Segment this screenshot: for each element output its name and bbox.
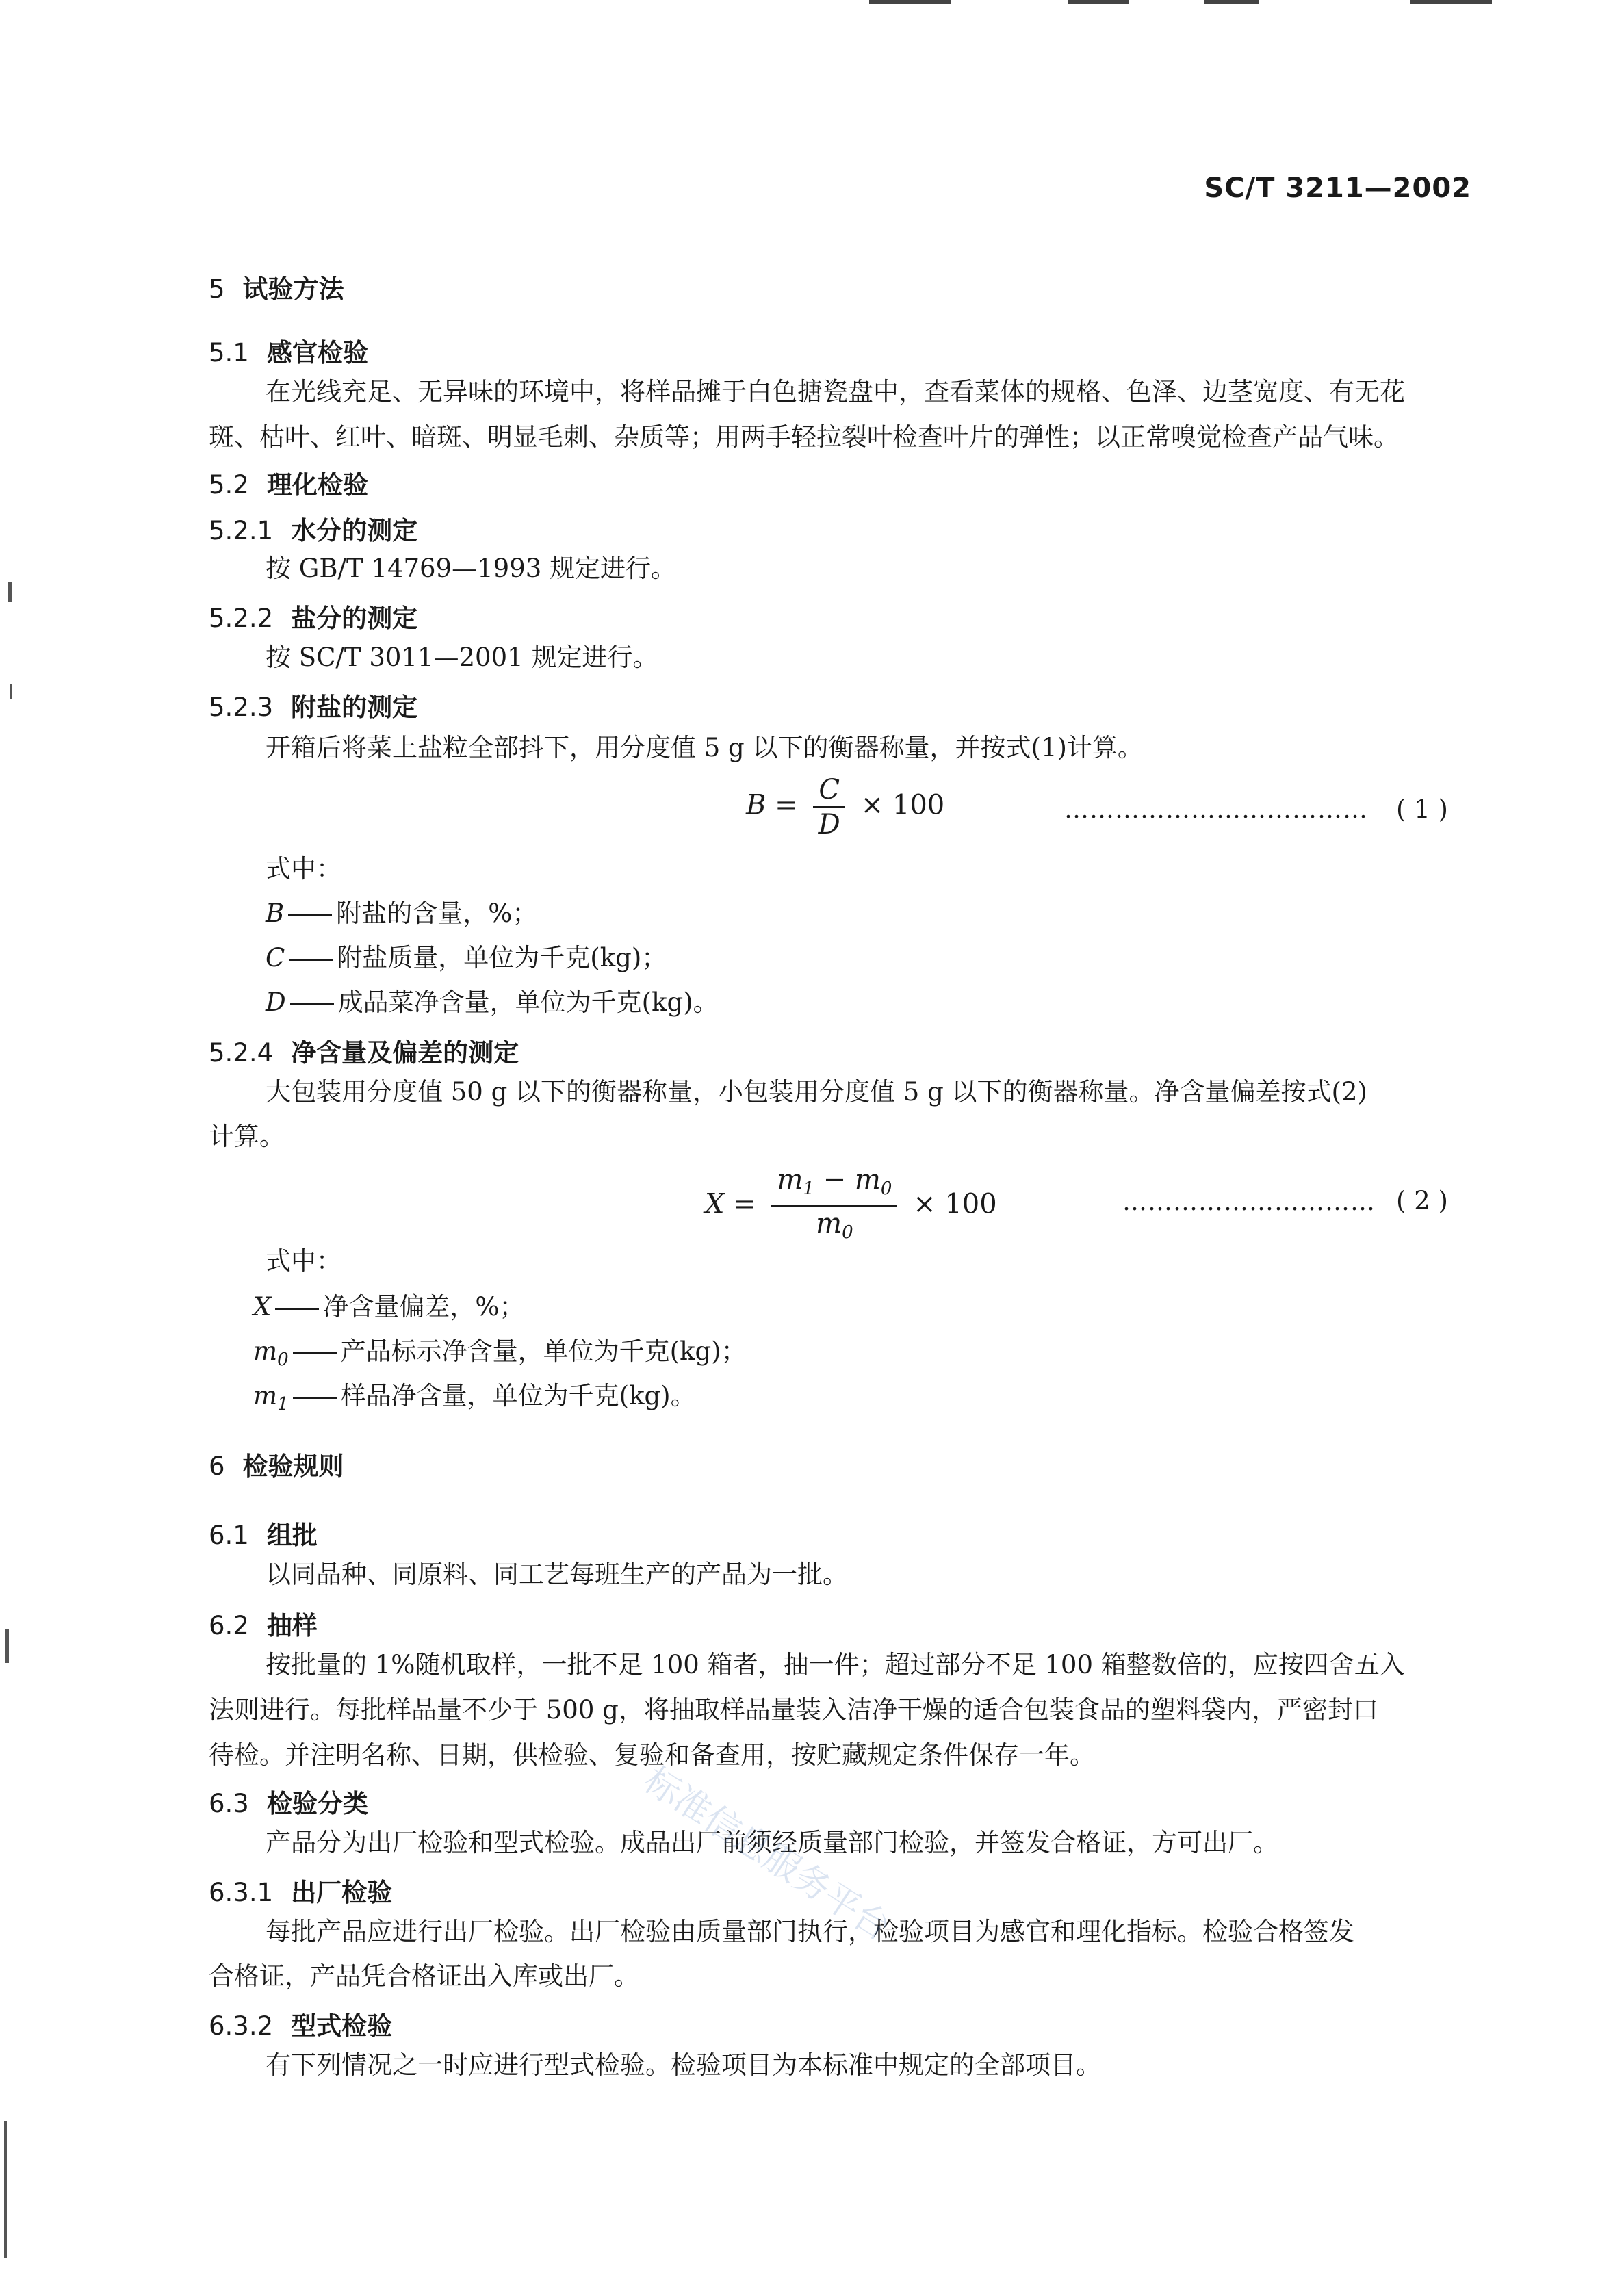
variable-description: 附盐质量，单位为千克(kg)； — [337, 943, 667, 972]
formula-2 — [705, 1163, 997, 1249]
section-number: 5.2.2 — [209, 604, 274, 633]
paragraph-line: 法则进行。每批样品量不少于 500 g，将抽取样品量装入洁净干燥的适合包装食品的塑料袋内，严密封口 — [209, 1695, 1378, 1725]
numerator-var: m — [777, 1164, 803, 1196]
em-dash — [293, 1397, 337, 1399]
variable-description: 附盐的含量，%； — [336, 899, 538, 928]
section-heading-6-3-1 — [209, 1872, 392, 1909]
section-title: 抽样 — [266, 1611, 318, 1640]
formula-label: ( 2 ) — [1396, 1186, 1448, 1215]
section-heading-5-2-2 — [209, 597, 417, 634]
em-dash — [293, 1352, 337, 1354]
formula-fraction — [771, 1163, 897, 1249]
section-number: 6.3 — [209, 1789, 249, 1818]
variable-definition — [253, 1373, 696, 1427]
paragraph-line: 每批产品应进行出厂检验。出厂检验由质量部门执行，检验项目为感官和理化指标。检验合格签发 — [266, 1917, 1354, 1946]
section-title: 理化检验 — [266, 470, 368, 500]
section-title: 净含量及偏差的测定 — [291, 1038, 519, 1068]
section-number: 6.3.2 — [209, 2011, 274, 2041]
scan-artifact-left — [8, 582, 12, 602]
variable-definition — [253, 1285, 525, 1330]
section-heading-5-2 — [209, 464, 368, 501]
fraction-denominator: D — [818, 809, 840, 840]
scan-artifact-top — [869, 0, 951, 4]
scan-artifact-left — [4, 2121, 7, 2258]
scan-artifact-top — [1204, 0, 1259, 4]
variable-symbol: C — [266, 943, 285, 972]
formula-rhs: × 100 — [913, 1188, 997, 1220]
section-number: 5.2.4 — [209, 1038, 274, 1068]
formula-lhs: X = — [705, 1188, 756, 1220]
section-title: 感官检验 — [266, 338, 368, 367]
scan-artifact-top — [1410, 0, 1492, 4]
formula-rhs: × 100 — [860, 789, 945, 821]
variable-symbol: B — [266, 899, 285, 928]
em-dash — [288, 914, 332, 916]
formula-1 — [746, 773, 944, 841]
section-number: 5.1 — [209, 338, 249, 367]
paragraph-line: 按批量的 1%随机取样，一批不足 100 箱者，抽一件；超过部分不足 100 箱整数倍的，应按四舍五入 — [266, 1650, 1405, 1679]
formula-lhs: B = — [746, 789, 798, 821]
section-heading-5-2-3 — [209, 686, 417, 723]
paragraph-line: 在光线充足、无异味的环境中，将样品摊于白色搪瓷盘中，查看菜体的规格、色泽、边茎宽度、有无花 — [266, 377, 1405, 407]
fraction-numerator: C — [813, 773, 845, 808]
subscript: 0 — [277, 1350, 289, 1370]
scan-artifact-left — [5, 1629, 9, 1663]
section-heading-6-2 — [209, 1605, 318, 1642]
formula-fraction — [813, 773, 845, 841]
numerator-var: m — [854, 1164, 881, 1196]
variable-symbol: D — [266, 988, 286, 1017]
section-heading-6 — [209, 1445, 344, 1482]
section-heading-5 — [209, 268, 344, 305]
paragraph-line: 大包装用分度值 50 g 以下的衡器称量，小包装用分度值 5 g 以下的衡器称量。净含量偏差按式(2) — [266, 1077, 1367, 1107]
section-number: 5.2 — [209, 470, 249, 500]
section-heading-6-3 — [209, 1783, 368, 1820]
variable-description: 成品菜净含量，单位为千克(kg)。 — [337, 988, 719, 1017]
scan-artifact-left — [10, 684, 12, 699]
paragraph-line: 计算。 — [209, 1122, 285, 1151]
em-dash — [290, 1003, 334, 1005]
paragraph-line: 产品分为出厂检验和型式检验。成品出厂前须经质量部门检验，并签发合格证，方可出厂。 — [266, 1828, 1278, 1857]
subscript: 1 — [803, 1178, 814, 1199]
fraction-denominator — [771, 1207, 897, 1249]
section-heading-5-2-4 — [209, 1032, 519, 1069]
section-number: 5.2.3 — [209, 693, 274, 722]
section-heading-5-1 — [209, 332, 368, 369]
paragraph-line: 以同品种、同原料、同工艺每班生产的产品为一批。 — [266, 1560, 848, 1589]
section-number: 6 — [209, 1452, 225, 1481]
section-title: 型式检验 — [291, 2011, 393, 2041]
minus-sign: − — [823, 1164, 847, 1196]
variable-definition — [266, 891, 537, 936]
fraction-numerator — [771, 1163, 897, 1207]
subscript: 0 — [880, 1178, 892, 1199]
subscript: 0 — [842, 1222, 853, 1243]
section-number: 5 — [209, 274, 225, 304]
section-title: 附盐的测定 — [291, 693, 418, 722]
section-title: 水分的测定 — [291, 516, 418, 545]
section-title: 组批 — [266, 1521, 318, 1550]
em-dash — [275, 1308, 319, 1310]
section-title: 检验规则 — [242, 1452, 344, 1481]
section-title: 检验分类 — [266, 1789, 368, 1818]
denominator-var: m — [816, 1208, 842, 1239]
paragraph-line: 合格证，产品凭合格证出入库或出厂。 — [209, 1961, 639, 1991]
formula-leader-dots: ……………………………… — [1064, 796, 1368, 824]
variable-description: 净含量偏差，%； — [323, 1292, 525, 1321]
variable-description: 产品标示净含量，单位为千克(kg)； — [340, 1337, 747, 1366]
paragraph-line: 有下列情况之一时应进行型式检验。检验项目为本标准中规定的全部项目。 — [266, 2050, 1101, 2080]
section-heading-5-2-1 — [209, 510, 417, 547]
variable-description: 样品净含量，单位为千克(kg)。 — [340, 1381, 696, 1410]
section-title: 出厂检验 — [291, 1878, 393, 1907]
paragraph-line: 按 GB/T 14769—1993 规定进行。 — [266, 554, 677, 583]
section-heading-6-3-2 — [209, 2005, 392, 2042]
section-heading-6-1 — [209, 1514, 318, 1551]
section-title: 试验方法 — [242, 274, 344, 304]
variable-definition — [266, 936, 667, 981]
standard-number: SC/T 3211—2002 — [1204, 172, 1471, 204]
variable-definition — [266, 980, 719, 1025]
variable-symbol: m — [253, 1381, 278, 1410]
section-number: 6.1 — [209, 1521, 249, 1550]
em-dash — [289, 959, 333, 961]
formula-label: ( 1 ) — [1396, 795, 1448, 824]
formula-leader-dots: ………………………… — [1122, 1188, 1376, 1216]
where-intro: 式中： — [266, 854, 341, 883]
where-intro: 式中： — [266, 1246, 341, 1276]
variable-symbol: m — [253, 1337, 278, 1366]
section-number: 5.2.1 — [209, 516, 274, 545]
variable-symbol: X — [253, 1292, 272, 1321]
section-title: 盐分的测定 — [291, 604, 418, 633]
paragraph-line: 按 SC/T 3011—2001 规定进行。 — [266, 643, 658, 672]
section-number: 6.3.1 — [209, 1878, 274, 1907]
paragraph-line: 斑、枯叶、红叶、暗斑、明显毛刺、杂质等；用两手轻拉裂叶检查叶片的弹性；以正常嗅觉检查产品气味。 — [209, 422, 1399, 452]
paragraph-line: 待检。并注明名称、日期，供检验、复验和备查用，按贮藏规定条件保存一年。 — [209, 1740, 1095, 1770]
subscript: 1 — [277, 1394, 289, 1415]
scan-artifact-top — [1068, 0, 1129, 4]
paragraph-line: 开箱后将菜上盐粒全部抖下，用分度值 5 g 以下的衡器称量，并按式(1)计算。 — [266, 733, 1143, 762]
section-number: 6.2 — [209, 1611, 249, 1640]
watermark: 标准信息服务平台 — [636, 1759, 898, 1949]
